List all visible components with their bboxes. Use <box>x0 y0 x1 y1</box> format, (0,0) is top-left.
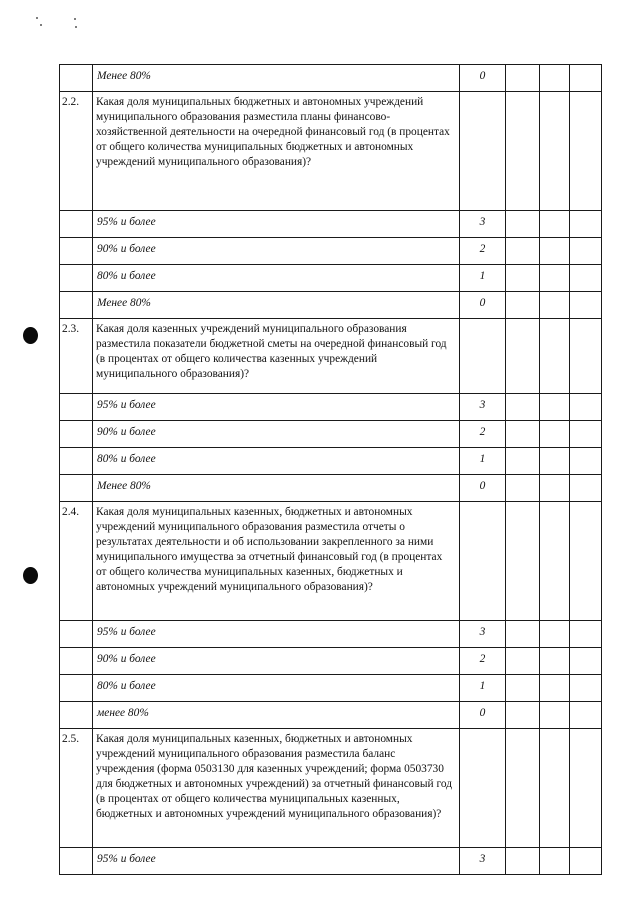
empty-cell <box>60 621 93 648</box>
scan-speck <box>40 24 42 26</box>
scan-speck <box>36 17 38 19</box>
empty-cell <box>506 292 540 319</box>
score-cell: 3 <box>460 211 506 238</box>
empty-cell <box>570 211 602 238</box>
empty-cell <box>540 238 570 265</box>
question-text-cell: Какая доля муниципальных казенных, бюджетных и автономных учреждений муниципального образования разместила баланс учреждения (форма 0503130 для казенных учреждений; форма 0503730 для бюджетных и автономных учреждений) за отчетный финансовый год (в процентах от общего количества муниципальных казенных, бюджетных и автономных учреждений муниципального образования)? <box>93 729 460 848</box>
score-cell: 2 <box>460 238 506 265</box>
empty-cell <box>506 394 540 421</box>
empty-cell <box>460 729 506 848</box>
question-text-cell: Какая доля муниципальных бюджетных и автономных учреждений муниципального образования разместила планы финансово-хозяйственной деятельности на очередной финансовый год (в процентах от общего количества муниципальных бюджетных и автономных учреждений муниципального образования)? <box>93 92 460 211</box>
empty-cell <box>570 502 602 621</box>
empty-cell <box>570 848 602 875</box>
question-text-cell: Какая доля муниципальных казенных, бюджетных и автономных учреждений муниципального образования разместила отчеты о результатах деятельности и об использовании закрепленного за ними муниципального имущества за отчетный финансовый год (в процентах от общего количества муниципальных казенных, бюджетных и автономных учреждений муниципального образования)? <box>93 502 460 621</box>
row-number-cell: 2.3. <box>60 319 93 394</box>
table-row <box>60 848 602 875</box>
empty-cell <box>460 502 506 621</box>
empty-cell <box>506 421 540 448</box>
table-row <box>60 238 602 265</box>
table-row <box>60 621 602 648</box>
empty-cell <box>460 319 506 394</box>
empty-cell <box>60 702 93 729</box>
score-cell: 1 <box>460 675 506 702</box>
empty-cell <box>60 238 93 265</box>
empty-cell <box>506 648 540 675</box>
empty-cell <box>540 292 570 319</box>
empty-cell <box>570 475 602 502</box>
empty-cell <box>570 421 602 448</box>
answer-option-cell: 95% и более <box>93 621 460 648</box>
table-row <box>60 394 602 421</box>
table-row <box>60 648 602 675</box>
row-number-cell: 2.5. <box>60 729 93 848</box>
empty-cell <box>540 475 570 502</box>
score-cell: 1 <box>460 265 506 292</box>
table-row <box>60 448 602 475</box>
answer-option-cell: 80% и более <box>93 675 460 702</box>
score-cell: 1 <box>460 448 506 475</box>
empty-cell <box>570 319 602 394</box>
answer-option-cell: менее 80% <box>93 702 460 729</box>
empty-cell <box>540 211 570 238</box>
score-cell: 0 <box>460 475 506 502</box>
empty-cell <box>540 448 570 475</box>
empty-cell <box>506 92 540 211</box>
empty-cell <box>570 702 602 729</box>
empty-cell <box>570 265 602 292</box>
empty-cell <box>60 475 93 502</box>
empty-cell <box>60 394 93 421</box>
question-row <box>60 92 602 211</box>
empty-cell <box>460 92 506 211</box>
table-row <box>60 702 602 729</box>
answer-option-cell: Менее 80% <box>93 65 460 92</box>
punch-hole-mark <box>23 567 38 584</box>
empty-cell <box>506 238 540 265</box>
question-text-cell: Какая доля казенных учреждений муниципального образования разместила показатели бюджетной сметы на очередной финансовый год (в процентах от общего количества казенных учреждений муниципального образования)? <box>93 319 460 394</box>
empty-cell <box>570 394 602 421</box>
empty-cell <box>540 729 570 848</box>
question-row <box>60 502 602 621</box>
empty-cell <box>60 648 93 675</box>
empty-cell <box>570 292 602 319</box>
answer-option-cell: 95% и более <box>93 394 460 421</box>
answer-option-cell: 80% и более <box>93 265 460 292</box>
score-cell: 2 <box>460 648 506 675</box>
empty-cell <box>540 65 570 92</box>
empty-cell <box>506 848 540 875</box>
empty-cell <box>506 475 540 502</box>
empty-cell <box>506 675 540 702</box>
score-cell: 3 <box>460 848 506 875</box>
scan-speck <box>75 26 77 28</box>
empty-cell <box>60 675 93 702</box>
table-row <box>60 65 602 92</box>
empty-cell <box>540 421 570 448</box>
empty-cell <box>506 211 540 238</box>
question-row <box>60 729 602 848</box>
scan-speck <box>74 18 76 20</box>
question-row <box>60 319 602 394</box>
punch-hole-mark <box>23 327 38 344</box>
empty-cell <box>506 621 540 648</box>
score-cell: 3 <box>460 621 506 648</box>
empty-cell <box>570 675 602 702</box>
empty-cell <box>506 65 540 92</box>
table-row <box>60 211 602 238</box>
evaluation-table <box>59 64 602 875</box>
empty-cell <box>60 448 93 475</box>
empty-cell <box>540 92 570 211</box>
row-number-cell: 2.4. <box>60 502 93 621</box>
empty-cell <box>60 292 93 319</box>
table-row <box>60 421 602 448</box>
empty-cell <box>60 421 93 448</box>
table-row <box>60 292 602 319</box>
score-cell: 0 <box>460 65 506 92</box>
empty-cell <box>540 675 570 702</box>
empty-cell <box>570 621 602 648</box>
answer-option-cell: 80% и более <box>93 448 460 475</box>
empty-cell <box>570 65 602 92</box>
empty-cell <box>540 848 570 875</box>
table-row <box>60 475 602 502</box>
empty-cell <box>506 265 540 292</box>
empty-cell <box>570 648 602 675</box>
empty-cell <box>506 448 540 475</box>
empty-cell <box>60 848 93 875</box>
answer-option-cell: 90% и более <box>93 648 460 675</box>
empty-cell <box>570 238 602 265</box>
table-row <box>60 675 602 702</box>
empty-cell <box>540 621 570 648</box>
score-cell: 3 <box>460 394 506 421</box>
empty-cell <box>60 211 93 238</box>
answer-option-cell: 90% и более <box>93 421 460 448</box>
row-number-cell: 2.2. <box>60 92 93 211</box>
empty-cell <box>506 729 540 848</box>
table-row <box>60 265 602 292</box>
empty-cell <box>540 702 570 729</box>
row-number-cell <box>60 65 93 92</box>
empty-cell <box>540 394 570 421</box>
answer-option-cell: Менее 80% <box>93 475 460 502</box>
answer-option-cell: 95% и более <box>93 848 460 875</box>
empty-cell <box>60 265 93 292</box>
answer-option-cell: 90% и более <box>93 238 460 265</box>
empty-cell <box>506 702 540 729</box>
empty-cell <box>570 729 602 848</box>
score-cell: 0 <box>460 702 506 729</box>
empty-cell <box>506 319 540 394</box>
answer-option-cell: Менее 80% <box>93 292 460 319</box>
score-cell: 2 <box>460 421 506 448</box>
answer-option-cell: 95% и более <box>93 211 460 238</box>
empty-cell <box>540 648 570 675</box>
score-cell: 0 <box>460 292 506 319</box>
empty-cell <box>570 448 602 475</box>
empty-cell <box>540 319 570 394</box>
empty-cell <box>506 502 540 621</box>
empty-cell <box>570 92 602 211</box>
empty-cell <box>540 502 570 621</box>
empty-cell <box>540 265 570 292</box>
